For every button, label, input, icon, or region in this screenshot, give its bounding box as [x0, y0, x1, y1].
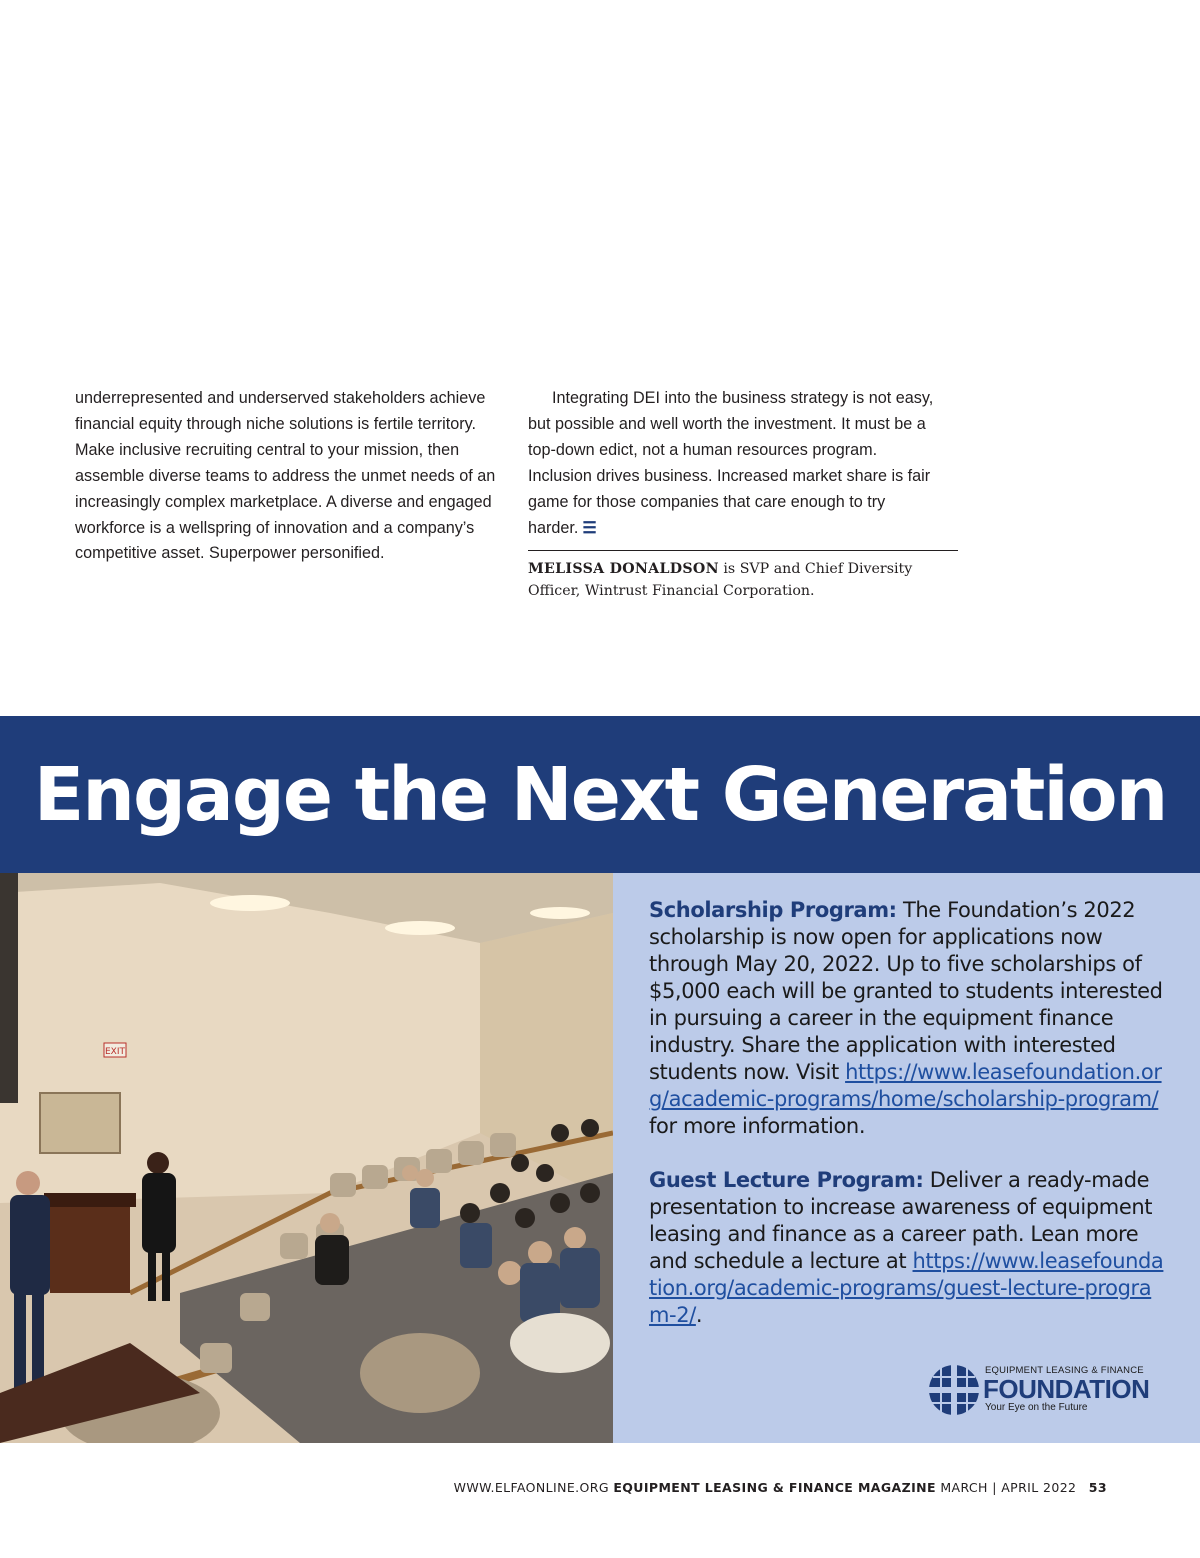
guest-lecture-body: Deliver a ready-made presentation to increase awareness of equipment leasing and finance as a career path. Lean more and schedule a lecture at	[649, 1168, 1153, 1273]
article-paragraph-text: Integrating DEI into the business strategy is not easy, but possible and well worth the investment. It must be a top-down edict, not a human resources program. Inclusion drives business. Increased market share is fair game for those companies that care enough to try harder.	[528, 389, 934, 537]
article-column-left	[75, 386, 500, 567]
page-number: 53	[1088, 1480, 1107, 1495]
scholarship-link[interactable]: https://www.leasefoundation.org/academic-programs/home/scholarship-program/	[649, 1060, 1162, 1111]
footer-issue: MARCH | APRIL 2022	[940, 1480, 1077, 1495]
logo-top-line: EQUIPMENT LEASING & FINANCE	[985, 1365, 1144, 1376]
lecture-hall-photo	[0, 873, 613, 1443]
guest-lecture-tail: .	[695, 1303, 703, 1327]
scholarship-heading: Scholarship Program:	[649, 898, 897, 922]
ad-headline: Engage the Next Generation	[33, 752, 1167, 838]
guest-lecture-paragraph	[649, 1167, 1169, 1329]
guest-lecture-heading: Guest Lecture Program:	[649, 1168, 924, 1192]
lecture-hall-illustration	[0, 873, 613, 1443]
guest-lecture-link[interactable]: https://www.leasefoundation.org/academic-programs/guest-lecture-program-2/	[649, 1249, 1164, 1327]
ad-banner	[0, 716, 1200, 873]
exit-sign: EXIT	[104, 1047, 126, 1057]
scholarship-body: The Foundation’s 2022 scholarship is now open for applications now through May 20, 2022. Up to five scholarships of $5,000 each will be granted to students interested in pursuing a career in the equipment finance industry. Share the application with interested students now. Visit	[649, 898, 1163, 1084]
foundation-logo	[927, 1359, 1167, 1419]
author-description: is SVP and Chief Diversity Officer, Wintrust Financial Corporation.	[528, 561, 913, 599]
article-paragraph	[528, 386, 943, 541]
logo-name: FOUNDATION	[983, 1374, 1150, 1404]
scholarship-tail: for more information.	[649, 1114, 866, 1138]
author-bio	[528, 558, 958, 602]
end-of-article-icon: ☰	[582, 518, 597, 537]
globe-icon	[927, 1363, 981, 1417]
program-info-panel	[613, 873, 1200, 1443]
scholarship-paragraph	[649, 897, 1169, 1140]
footer-site: WWW.ELFAONLINE.ORG	[453, 1480, 609, 1495]
bio-divider	[528, 550, 958, 551]
logo-tagline: Your Eye on the Future	[985, 1402, 1088, 1413]
program-info-text	[649, 897, 1169, 1356]
page-footer	[454, 1480, 1107, 1495]
article-paragraph: underrepresented and underserved stakeholders achieve financial equity through niche solutions is fertile territory. Make inclusive recruiting central to your mission, then assemble diverse teams to address the unmet needs of an increasingly complex marketplace. A diverse and engaged workforce is a wellspring of innovation and a company’s competitive asset. Superpower personified.	[75, 389, 496, 563]
article-column-right	[528, 386, 943, 541]
author-name: MELISSA DONALDSON	[528, 561, 719, 577]
footer-magazine: EQUIPMENT LEASING & FINANCE MAGAZINE	[613, 1480, 936, 1495]
